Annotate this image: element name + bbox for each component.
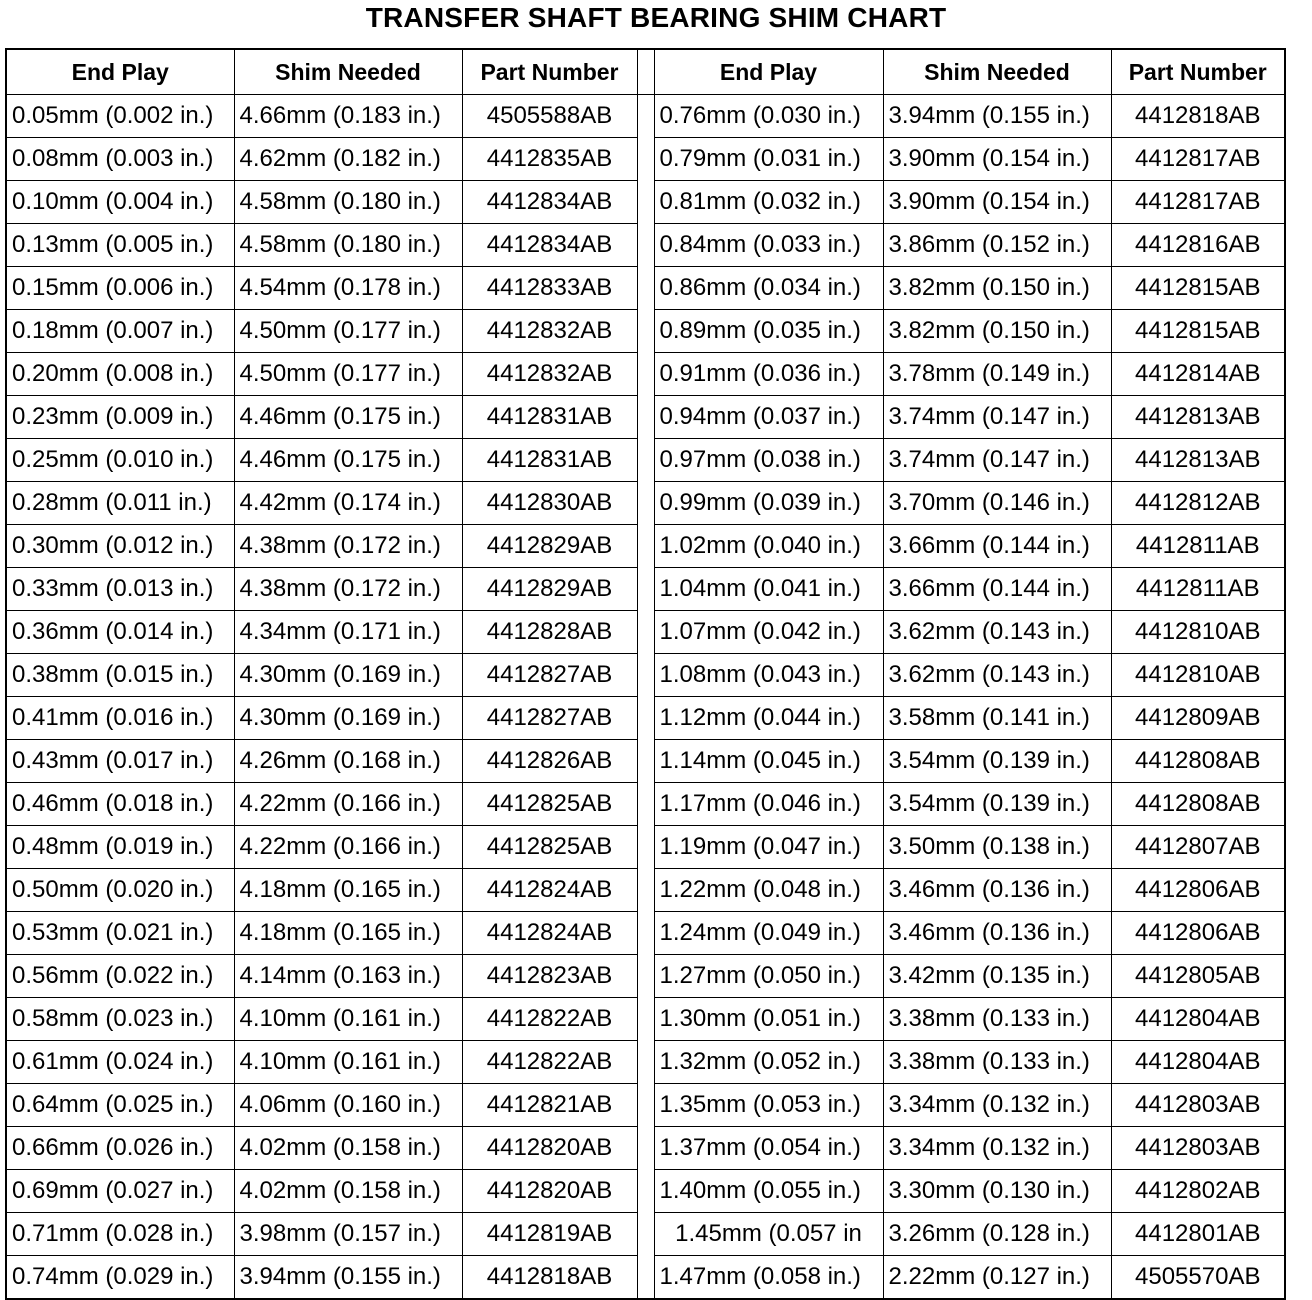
part-number-cell: 4412803AB [1111,1084,1285,1127]
part-number-cell: 4412804AB [1111,1041,1285,1084]
part-number-cell: 4412814AB [1111,353,1285,396]
end-play-cell: 0.30mm (0.012 in.) [6,525,234,568]
end-play-cell: 0.56mm (0.022 in.) [6,955,234,998]
column-gap [637,783,654,826]
shim-needed-cell: 4.46mm (0.175 in.) [234,439,462,482]
column-gap [637,611,654,654]
end-play-cell: 0.91mm (0.036 in.) [654,353,883,396]
chart-body [6,95,1285,1300]
shim-needed-cell: 2.22mm (0.127 in.) [883,1256,1111,1300]
part-number-cell: 4412831AB [462,439,637,482]
column-gap [637,310,654,353]
end-play-cell: 1.35mm (0.053 in.) [654,1084,883,1127]
shim-needed-cell: 3.54mm (0.139 in.) [883,740,1111,783]
column-gap [637,224,654,267]
end-play-cell: 0.48mm (0.019 in.) [6,826,234,869]
end-play-cell: 1.37mm (0.054 in.) [654,1127,883,1170]
header-shim-needed: Shim Needed [883,49,1111,95]
shim-needed-cell: 3.50mm (0.138 in.) [883,826,1111,869]
end-play-cell: 0.10mm (0.004 in.) [6,181,234,224]
end-play-cell: 1.40mm (0.055 in.) [654,1170,883,1213]
end-play-cell: 1.12mm (0.044 in.) [654,697,883,740]
end-play-cell: 1.45mm (0.057 in [654,1213,883,1256]
shim-needed-cell: 3.34mm (0.132 in.) [883,1084,1111,1127]
shim-needed-cell: 3.66mm (0.144 in.) [883,525,1111,568]
part-number-cell: 4412835AB [462,138,637,181]
part-number-cell: 4412811AB [1111,568,1285,611]
part-number-cell: 4412802AB [1111,1170,1285,1213]
shim-needed-cell: 4.26mm (0.168 in.) [234,740,462,783]
table-row [6,353,1285,396]
end-play-cell: 0.28mm (0.011 in.) [6,482,234,525]
table-row [6,181,1285,224]
table-row [6,1127,1285,1170]
end-play-cell: 0.15mm (0.006 in.) [6,267,234,310]
column-gap [637,1256,654,1300]
table-row [6,396,1285,439]
shim-needed-cell: 4.18mm (0.165 in.) [234,912,462,955]
column-gap [637,955,654,998]
end-play-cell: 0.69mm (0.027 in.) [6,1170,234,1213]
shim-needed-cell: 3.62mm (0.143 in.) [883,611,1111,654]
end-play-cell: 0.58mm (0.023 in.) [6,998,234,1041]
part-number-cell: 4412808AB [1111,740,1285,783]
shim-needed-cell: 4.54mm (0.178 in.) [234,267,462,310]
shim-chart-table [5,48,1286,1300]
part-number-cell: 4412828AB [462,611,637,654]
table-row [6,224,1285,267]
end-play-cell: 0.81mm (0.032 in.) [654,181,883,224]
shim-needed-cell: 4.14mm (0.163 in.) [234,955,462,998]
shim-needed-cell: 4.38mm (0.172 in.) [234,525,462,568]
end-play-cell: 0.46mm (0.018 in.) [6,783,234,826]
part-number-cell: 4412825AB [462,783,637,826]
table-row [6,138,1285,181]
end-play-cell: 0.50mm (0.020 in.) [6,869,234,912]
shim-needed-cell: 4.22mm (0.166 in.) [234,783,462,826]
part-number-cell: 4505570AB [1111,1256,1285,1300]
part-number-cell: 4505588AB [462,95,637,138]
shim-needed-cell: 4.62mm (0.182 in.) [234,138,462,181]
end-play-cell: 0.18mm (0.007 in.) [6,310,234,353]
table-row [6,95,1285,138]
column-gap [637,1041,654,1084]
table-row [6,1041,1285,1084]
shim-needed-cell: 3.58mm (0.141 in.) [883,697,1111,740]
part-number-cell: 4412812AB [1111,482,1285,525]
part-number-cell: 4412822AB [462,1041,637,1084]
header-part-number: Part Number [1111,49,1285,95]
shim-needed-cell: 4.10mm (0.161 in.) [234,998,462,1041]
part-number-cell: 4412816AB [1111,224,1285,267]
end-play-cell: 0.08mm (0.003 in.) [6,138,234,181]
end-play-cell: 0.61mm (0.024 in.) [6,1041,234,1084]
shim-needed-cell: 4.18mm (0.165 in.) [234,869,462,912]
shim-needed-cell: 3.74mm (0.147 in.) [883,396,1111,439]
column-gap [637,697,654,740]
table-row [6,955,1285,998]
end-play-cell: 0.53mm (0.021 in.) [6,912,234,955]
part-number-cell: 4412819AB [462,1213,637,1256]
table-row [6,482,1285,525]
part-number-cell: 4412808AB [1111,783,1285,826]
column-gap [637,353,654,396]
part-number-cell: 4412820AB [462,1170,637,1213]
shim-needed-cell: 3.30mm (0.130 in.) [883,1170,1111,1213]
part-number-cell: 4412818AB [462,1256,637,1300]
column-gap [637,869,654,912]
part-number-cell: 4412811AB [1111,525,1285,568]
table-row [6,826,1285,869]
column-gap [637,267,654,310]
shim-needed-cell: 4.06mm (0.160 in.) [234,1084,462,1127]
part-number-cell: 4412815AB [1111,267,1285,310]
end-play-cell: 0.41mm (0.016 in.) [6,697,234,740]
column-gap [637,998,654,1041]
table-row [6,740,1285,783]
end-play-cell: 0.84mm (0.033 in.) [654,224,883,267]
table-row [6,439,1285,482]
shim-needed-cell: 4.10mm (0.161 in.) [234,1041,462,1084]
end-play-cell: 0.33mm (0.013 in.) [6,568,234,611]
shim-needed-cell: 3.70mm (0.146 in.) [883,482,1111,525]
column-gap [637,1170,654,1213]
end-play-cell: 1.27mm (0.050 in.) [654,955,883,998]
shim-needed-cell: 4.46mm (0.175 in.) [234,396,462,439]
column-gap [637,1084,654,1127]
part-number-cell: 4412817AB [1111,181,1285,224]
end-play-cell: 1.22mm (0.048 in.) [654,869,883,912]
shim-needed-cell: 4.58mm (0.180 in.) [234,181,462,224]
part-number-cell: 4412834AB [462,181,637,224]
part-number-cell: 4412830AB [462,482,637,525]
end-play-cell: 1.32mm (0.052 in.) [654,1041,883,1084]
shim-needed-cell: 3.78mm (0.149 in.) [883,353,1111,396]
shim-needed-cell: 4.34mm (0.171 in.) [234,611,462,654]
chart-title: TRANSFER SHAFT BEARING SHIM CHART [365,2,947,33]
end-play-cell: 0.74mm (0.029 in.) [6,1256,234,1300]
end-play-cell: 0.71mm (0.028 in.) [6,1213,234,1256]
end-play-cell: 1.04mm (0.041 in.) [654,568,883,611]
part-number-cell: 4412810AB [1111,611,1285,654]
part-number-cell: 4412822AB [462,998,637,1041]
part-number-cell: 4412810AB [1111,654,1285,697]
part-number-cell: 4412801AB [1111,1213,1285,1256]
shim-needed-cell: 3.26mm (0.128 in.) [883,1213,1111,1256]
end-play-cell: 1.19mm (0.047 in.) [654,826,883,869]
end-play-cell: 1.17mm (0.046 in.) [654,783,883,826]
shim-needed-cell: 3.34mm (0.132 in.) [883,1127,1111,1170]
shim-needed-cell: 3.98mm (0.157 in.) [234,1213,462,1256]
table-row [6,654,1285,697]
shim-needed-cell: 4.30mm (0.169 in.) [234,697,462,740]
part-number-cell: 4412809AB [1111,697,1285,740]
end-play-cell: 0.23mm (0.009 in.) [6,396,234,439]
end-play-cell: 1.30mm (0.051 in.) [654,998,883,1041]
shim-needed-cell: 3.74mm (0.147 in.) [883,439,1111,482]
header-row [6,49,1285,95]
shim-needed-cell: 3.94mm (0.155 in.) [234,1256,462,1300]
part-number-cell: 4412821AB [462,1084,637,1127]
end-play-cell: 1.08mm (0.043 in.) [654,654,883,697]
shim-needed-cell: 3.38mm (0.133 in.) [883,1041,1111,1084]
shim-needed-cell: 4.50mm (0.177 in.) [234,353,462,396]
part-number-cell: 4412817AB [1111,138,1285,181]
table-row [6,1084,1285,1127]
column-gap [637,654,654,697]
part-number-cell: 4412813AB [1111,439,1285,482]
end-play-cell: 0.05mm (0.002 in.) [6,95,234,138]
end-play-cell: 1.07mm (0.042 in.) [654,611,883,654]
column-gap [637,912,654,955]
shim-needed-cell: 4.50mm (0.177 in.) [234,310,462,353]
end-play-cell: 0.43mm (0.017 in.) [6,740,234,783]
shim-needed-cell: 4.38mm (0.172 in.) [234,568,462,611]
part-number-cell: 4412827AB [462,697,637,740]
end-play-cell: 0.89mm (0.035 in.) [654,310,883,353]
column-gap [637,49,654,95]
shim-needed-cell: 3.62mm (0.143 in.) [883,654,1111,697]
column-gap [637,1213,654,1256]
end-play-cell: 0.86mm (0.034 in.) [654,267,883,310]
part-number-cell: 4412805AB [1111,955,1285,998]
part-number-cell: 4412827AB [462,654,637,697]
part-number-cell: 4412803AB [1111,1127,1285,1170]
end-play-cell: 0.79mm (0.031 in.) [654,138,883,181]
shim-needed-cell: 3.38mm (0.133 in.) [883,998,1111,1041]
part-number-cell: 4412834AB [462,224,637,267]
part-number-cell: 4412831AB [462,396,637,439]
shim-needed-cell: 3.86mm (0.152 in.) [883,224,1111,267]
column-gap [637,740,654,783]
end-play-cell: 0.20mm (0.008 in.) [6,353,234,396]
shim-needed-cell: 3.54mm (0.139 in.) [883,783,1111,826]
part-number-cell: 4412818AB [1111,95,1285,138]
header-part-number: Part Number [462,49,637,95]
shim-needed-cell: 4.02mm (0.158 in.) [234,1127,462,1170]
table-row [6,912,1285,955]
column-gap [637,568,654,611]
shim-needed-cell: 3.82mm (0.150 in.) [883,310,1111,353]
table-row [6,998,1285,1041]
end-play-cell: 1.24mm (0.049 in.) [654,912,883,955]
end-play-cell: 0.64mm (0.025 in.) [6,1084,234,1127]
part-number-cell: 4412806AB [1111,912,1285,955]
table-row [6,783,1285,826]
header-end-play: End Play [654,49,883,95]
column-gap [637,826,654,869]
part-number-cell: 4412833AB [462,267,637,310]
end-play-cell: 0.36mm (0.014 in.) [6,611,234,654]
header-end-play: End Play [6,49,234,95]
part-number-cell: 4412832AB [462,353,637,396]
part-number-cell: 4412829AB [462,525,637,568]
column-gap [637,439,654,482]
part-number-cell: 4412807AB [1111,826,1285,869]
table-row [6,1256,1285,1300]
shim-needed-cell: 4.58mm (0.180 in.) [234,224,462,267]
column-gap [637,396,654,439]
table-row [6,1213,1285,1256]
part-number-cell: 4412804AB [1111,998,1285,1041]
shim-needed-cell: 4.42mm (0.174 in.) [234,482,462,525]
end-play-cell: 0.66mm (0.026 in.) [6,1127,234,1170]
shim-needed-cell: 3.66mm (0.144 in.) [883,568,1111,611]
shim-needed-cell: 3.90mm (0.154 in.) [883,181,1111,224]
column-gap [637,525,654,568]
end-play-cell: 0.99mm (0.039 in.) [654,482,883,525]
table-row [6,267,1285,310]
end-play-cell: 0.94mm (0.037 in.) [654,396,883,439]
part-number-cell: 4412824AB [462,912,637,955]
part-number-cell: 4412806AB [1111,869,1285,912]
part-number-cell: 4412815AB [1111,310,1285,353]
end-play-cell: 0.97mm (0.038 in.) [654,439,883,482]
column-gap [637,95,654,138]
part-number-cell: 4412825AB [462,826,637,869]
end-play-cell: 1.14mm (0.045 in.) [654,740,883,783]
part-number-cell: 4412832AB [462,310,637,353]
part-number-cell: 4412824AB [462,869,637,912]
column-gap [637,1127,654,1170]
end-play-cell: 0.38mm (0.015 in.) [6,654,234,697]
shim-needed-cell: 4.30mm (0.169 in.) [234,654,462,697]
part-number-cell: 4412823AB [462,955,637,998]
column-gap [637,482,654,525]
end-play-cell: 0.13mm (0.005 in.) [6,224,234,267]
shim-needed-cell: 3.46mm (0.136 in.) [883,912,1111,955]
table-row [6,611,1285,654]
shim-needed-cell: 4.22mm (0.166 in.) [234,826,462,869]
table-row [6,568,1285,611]
table-row [6,310,1285,353]
shim-needed-cell: 3.90mm (0.154 in.) [883,138,1111,181]
table-row [6,697,1285,740]
shim-needed-cell: 4.02mm (0.158 in.) [234,1170,462,1213]
shim-needed-cell: 3.82mm (0.150 in.) [883,267,1111,310]
shim-needed-cell: 4.66mm (0.183 in.) [234,95,462,138]
part-number-cell: 4412813AB [1111,396,1285,439]
table-row [6,525,1285,568]
shim-needed-cell: 3.42mm (0.135 in.) [883,955,1111,998]
end-play-cell: 0.25mm (0.010 in.) [6,439,234,482]
part-number-cell: 4412829AB [462,568,637,611]
part-number-cell: 4412826AB [462,740,637,783]
column-gap [637,138,654,181]
shim-needed-cell: 3.46mm (0.136 in.) [883,869,1111,912]
header-shim-needed: Shim Needed [234,49,462,95]
part-number-cell: 4412820AB [462,1127,637,1170]
column-gap [637,181,654,224]
end-play-cell: 1.47mm (0.058 in.) [654,1256,883,1300]
end-play-cell: 1.02mm (0.040 in.) [654,525,883,568]
table-row [6,869,1285,912]
table-row [6,1170,1285,1213]
shim-needed-cell: 3.94mm (0.155 in.) [883,95,1111,138]
end-play-cell: 0.76mm (0.030 in.) [654,95,883,138]
